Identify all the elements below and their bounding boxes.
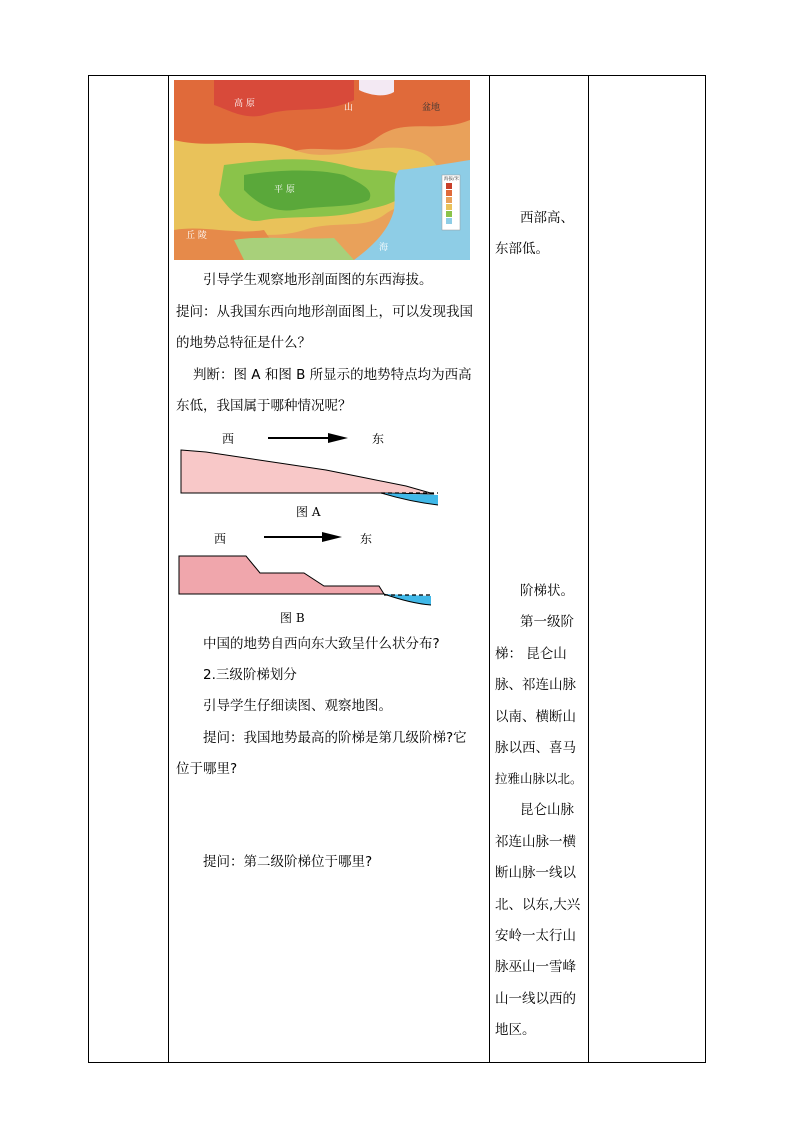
map-label-basin: 盆地 (422, 103, 441, 113)
answer-line: 以南、横断山 (495, 709, 576, 725)
diagram-a-west-label: 西 (222, 432, 235, 446)
map-label-mountain: 山 (344, 103, 354, 113)
arrow-icon (264, 532, 342, 542)
answer-line: 山一线以西的 (495, 991, 576, 1007)
answer-line: 断山脉一线以 (495, 865, 576, 881)
lesson-line: 的地势总特征是什么？ (176, 335, 311, 351)
answer-line: 脉巫山一雪峰 (495, 959, 576, 975)
lesson-line: 引导学生仔细读图、观察地图。 (203, 698, 392, 714)
diagram-b-east-label: 东 (360, 532, 373, 546)
answer-line: 祁连山脉一横 (495, 834, 576, 850)
map-label-plain: 平 原 (274, 185, 295, 195)
lesson-line: 东低，我国属于哪种情况呢？ (176, 398, 352, 414)
lesson-heading: 2.三级阶梯划分 (203, 667, 297, 683)
answer-line: 安岭一太行山 (495, 928, 576, 944)
answer-line: 西部高、 (520, 210, 574, 226)
lesson-line: 判断：图 A 和图 B 所显示的地势特点均为西高 (193, 367, 472, 383)
diagram-b-west-label: 西 (214, 532, 227, 546)
diagram-a-east-label: 东 (372, 432, 385, 446)
diagram-a-profile (176, 428, 446, 510)
answer-line: 梯： 昆仑山 (495, 646, 567, 662)
answer-line: 脉以西、喜马 (495, 740, 576, 756)
arrow-icon (268, 433, 348, 443)
diagram-b-profile (176, 528, 446, 610)
map-label-plateau: 高 原 (234, 99, 255, 109)
lesson-line: 位于哪里? (176, 761, 238, 777)
answer-line: 北、以东,大兴 (495, 897, 581, 913)
answer-line: 东部低。 (495, 241, 549, 257)
answer-line: 阶梯状。 (520, 583, 574, 599)
column-divider (168, 76, 169, 1062)
map-legend-title: 海拔/米 (444, 177, 460, 182)
lesson-line: 引导学生观察地形剖面图的东西海拔。 (203, 272, 433, 288)
answer-line: 脉、祁连山脉 (495, 677, 576, 693)
answer-line: 昆仑山脉 (520, 802, 574, 818)
diagram-b-caption: 图 B (280, 611, 305, 625)
column-divider (489, 76, 490, 1062)
answer-line: 地区。 (495, 1022, 536, 1038)
lesson-line: 提问：从我国东西向地形剖面图上，可以发现我国 (176, 304, 473, 320)
map-label-sea: 海 (379, 243, 389, 253)
answer-line: 拉雅山脉以北。 (495, 771, 583, 786)
diagram-a-caption: 图 A (296, 505, 321, 519)
answer-line: 第一级阶 (520, 614, 574, 630)
terrain-map-image (174, 80, 470, 260)
column-divider (588, 76, 589, 1062)
lesson-line: 提问：我国地势最高的阶梯是第几级阶梯?它 (203, 730, 467, 746)
lesson-line: 提问：第二级阶梯位于哪里? (203, 854, 373, 870)
map-label-hills: 丘 陵 (186, 231, 207, 241)
lesson-line: 中国的地势自西向东大致呈什么状分布? (203, 636, 440, 652)
